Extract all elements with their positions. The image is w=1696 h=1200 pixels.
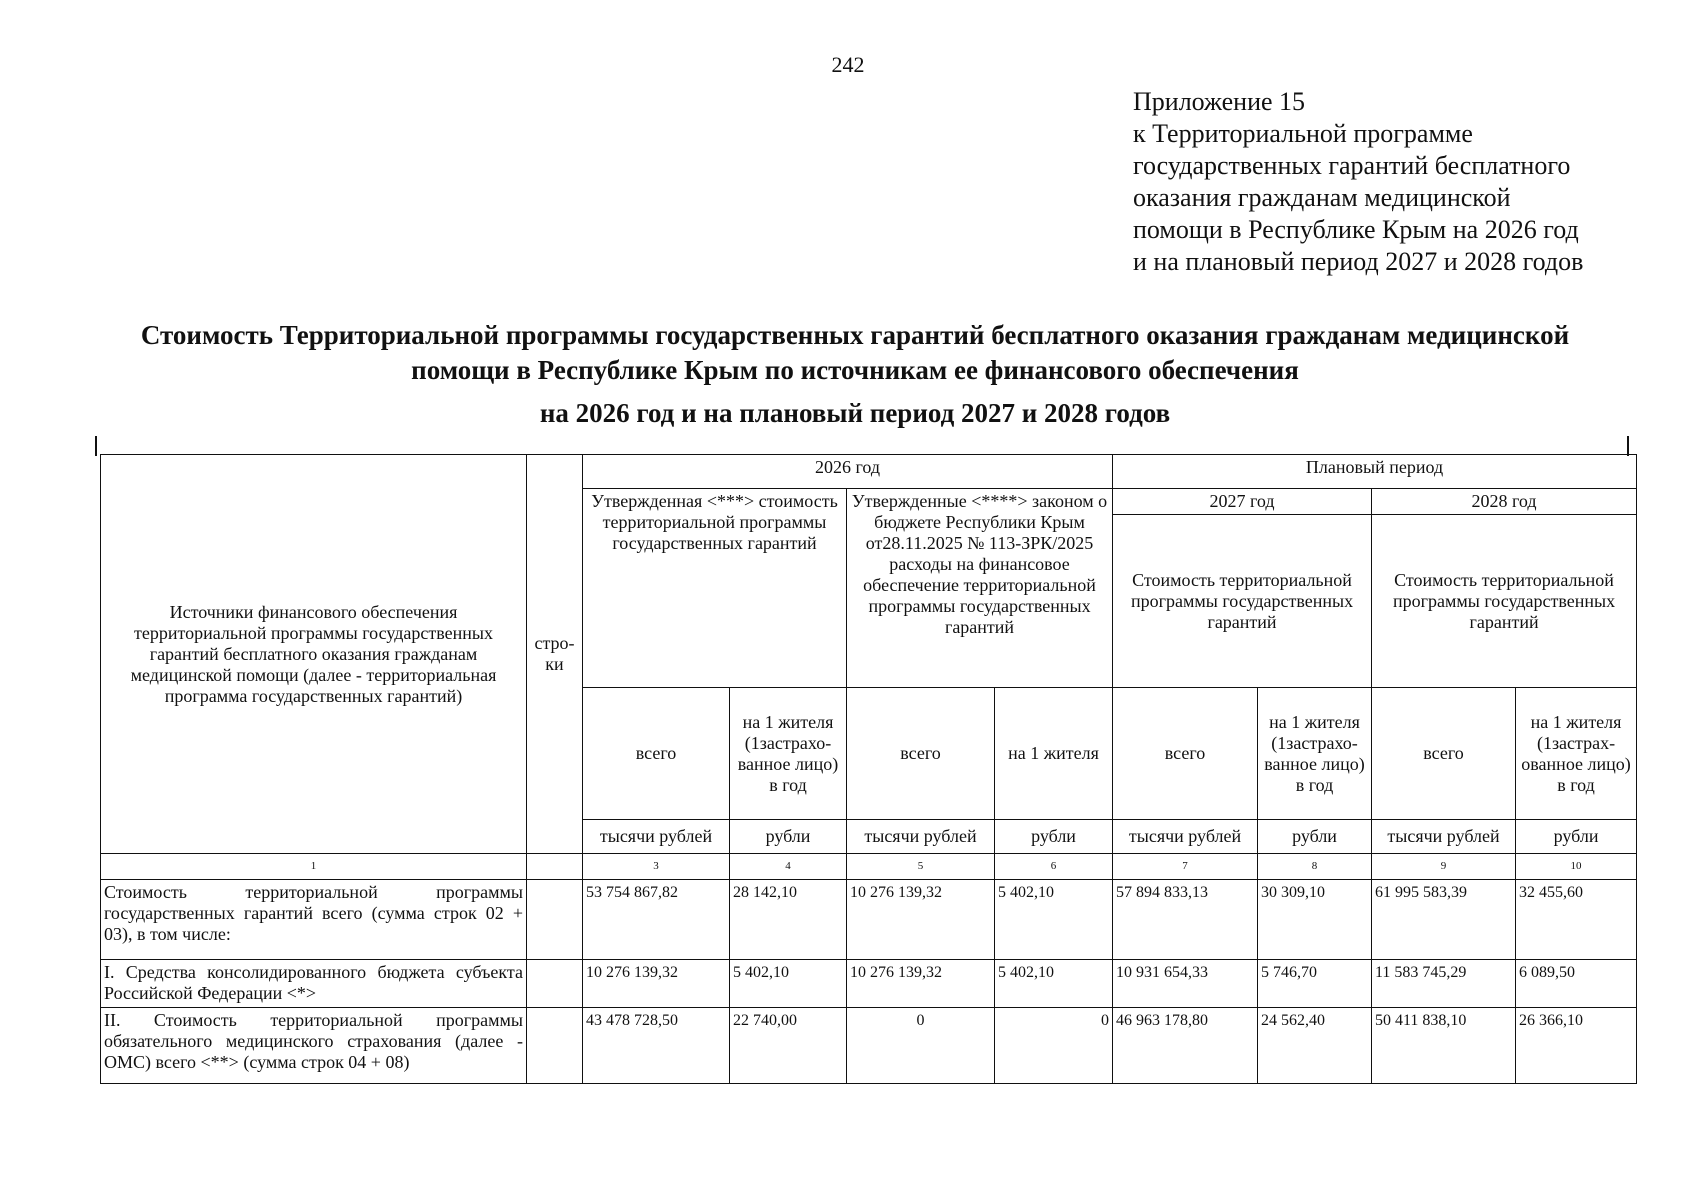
column-number: 1 <box>101 854 527 880</box>
column-number: 5 <box>847 854 995 880</box>
title-line: Стоимость Территориальной программы государственных гарантий бесплатного оказания гражданам медицинской <box>140 320 1570 350</box>
header-per-insured: на 1 жителя (1застрахо-ванное лицо) в год <box>1258 688 1372 820</box>
column-number: 8 <box>1258 854 1372 880</box>
row-label: Стоимость территориальной программы государственных гарантий всего (сумма строк 02 + 03), в том числе: <box>101 880 527 960</box>
page-number: 242 <box>831 52 865 77</box>
value-cell: 22 740,00 <box>730 1008 847 1084</box>
header-year-2026: 2026 год <box>583 455 1113 489</box>
header-approved-cost: Утвержденная <***> стоимость территориальной программы государственных гарантий <box>583 489 847 688</box>
column-number: 7 <box>1113 854 1258 880</box>
title-line: помощи в Республике Крым по источникам ее финансового обеспечения <box>411 355 1299 385</box>
header-cost-2028: Стоимость территориальной программы государственных гарантий <box>1372 515 1637 688</box>
header-source: Источники финансового обеспечения территориальной программы государственных гарантий бесплатного оказания гражданам медицинской помощи (далее - территориальная программа государственных гарантий) <box>101 455 527 854</box>
column-number <box>527 854 583 880</box>
value-cell: 0 <box>847 1008 995 1084</box>
row-label: I. Средства консолидированного бюджета субъекта Российской Федерации <*> <box>101 960 527 1008</box>
header-total: всего <box>847 688 995 820</box>
value-cell: 5 402,10 <box>995 880 1113 960</box>
value-cell: 10 276 139,32 <box>847 880 995 960</box>
column-number: 4 <box>730 854 847 880</box>
value-cell: 10 276 139,32 <box>583 960 730 1008</box>
value-cell: 57 894 833,13 <box>1113 880 1258 960</box>
value-cell: 6 089,50 <box>1516 960 1637 1008</box>
value-cell: 28 142,10 <box>730 880 847 960</box>
table-row <box>101 960 1637 1008</box>
value-cell: 32 455,60 <box>1516 880 1637 960</box>
header-row-number: стро-ки <box>527 455 583 854</box>
unit-rubles: рубли <box>1258 820 1372 854</box>
frame-edge-left <box>95 436 97 456</box>
unit-thousand-rubles: тысячи рублей <box>1113 820 1258 854</box>
header-approved-law: Утвержденные <****> законом о бюджете Республики Крым от28.11.2025 № 113-ЗРК/2025 расходы на финансовое обеспечение территориальной программы государственных гарантий <box>847 489 1113 688</box>
column-number: 10 <box>1516 854 1637 880</box>
header-total: всего <box>1372 688 1516 820</box>
value-cell: 30 309,10 <box>1258 880 1372 960</box>
value-cell: 26 366,10 <box>1516 1008 1637 1084</box>
value-cell: 61 995 583,39 <box>1372 880 1516 960</box>
value-cell: 10 276 139,32 <box>847 960 995 1008</box>
header-per-insured: на 1 жителя (1застрах-ованное лицо) в год <box>1516 688 1637 820</box>
value-cell: 53 754 867,82 <box>583 880 730 960</box>
row-line-number <box>527 1008 583 1084</box>
column-numbers-row <box>101 854 1637 880</box>
row-label: II. Стоимость территориальной программы обязательного медицинского страхования (далее - ОМС) всего <**> (сумма строк 04 + 08) <box>101 1008 527 1084</box>
unit-rubles: рубли <box>995 820 1113 854</box>
value-cell: 46 963 178,80 <box>1113 1008 1258 1084</box>
header-per-resident: на 1 жителя <box>995 688 1113 820</box>
column-number: 9 <box>1372 854 1516 880</box>
document-subtitle: на 2026 год и на плановый период 2027 и 2028 годов <box>539 398 1171 428</box>
row-line-number <box>527 960 583 1008</box>
value-cell: 5 402,10 <box>730 960 847 1008</box>
appendix-note <box>1133 86 1673 278</box>
unit-rubles: рубли <box>1516 820 1637 854</box>
header-year-2028: 2028 год <box>1372 489 1637 515</box>
unit-rubles: рубли <box>730 820 847 854</box>
appendix-line: Приложение 15 <box>1133 87 1306 116</box>
frame-edge-right <box>1627 436 1629 456</box>
value-cell: 50 411 838,10 <box>1372 1008 1516 1084</box>
value-cell: 24 562,40 <box>1258 1008 1372 1084</box>
appendix-line: помощи в Республике Крым на 2026 год <box>1133 215 1579 244</box>
column-number: 6 <box>995 854 1113 880</box>
value-cell: 43 478 728,50 <box>583 1008 730 1084</box>
document-title <box>60 318 1650 388</box>
value-cell: 11 583 745,29 <box>1372 960 1516 1008</box>
header-year-2027: 2027 год <box>1113 489 1372 515</box>
unit-thousand-rubles: тысячи рублей <box>847 820 995 854</box>
header-total: всего <box>583 688 730 820</box>
value-cell: 5 746,70 <box>1258 960 1372 1008</box>
appendix-line: оказания гражданам медицинской <box>1133 183 1511 212</box>
unit-thousand-rubles: тысячи рублей <box>1372 820 1516 854</box>
appendix-line: и на плановый период 2027 и 2028 годов <box>1133 247 1584 276</box>
row-line-number <box>527 880 583 960</box>
appendix-line: государственных гарантий бесплатного <box>1133 151 1571 180</box>
header-planned-period: Плановый период <box>1113 455 1637 489</box>
appendix-line: к Территориальной программе <box>1133 119 1473 148</box>
value-cell: 5 402,10 <box>995 960 1113 1008</box>
table-row <box>101 880 1637 960</box>
table-row <box>101 1008 1637 1084</box>
header-per-insured: на 1 жителя (1застрахо-ванное лицо) в год <box>730 688 847 820</box>
header-cost-2027: Стоимость территориальной программы государственных гарантий <box>1113 515 1372 688</box>
value-cell: 0 <box>995 1008 1113 1084</box>
header-total: всего <box>1113 688 1258 820</box>
financing-table <box>100 454 1637 1084</box>
column-number: 3 <box>583 854 730 880</box>
unit-thousand-rubles: тысячи рублей <box>583 820 730 854</box>
value-cell: 10 931 654,33 <box>1113 960 1258 1008</box>
